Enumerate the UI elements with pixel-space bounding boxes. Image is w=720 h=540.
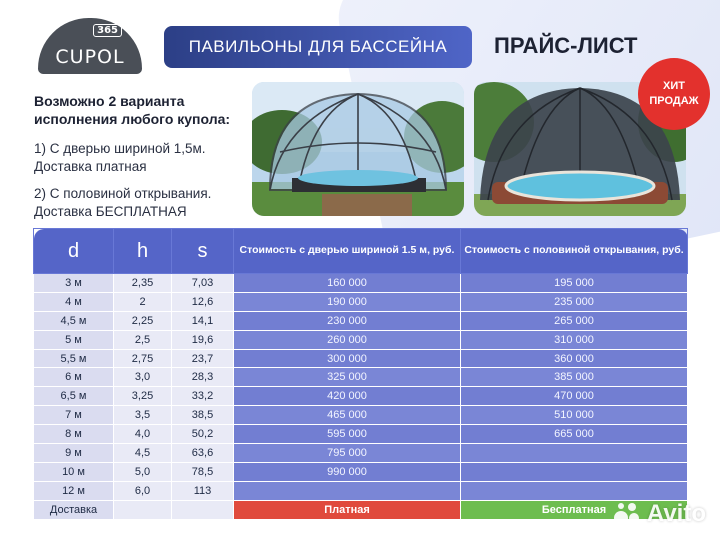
cell-height: 2,35 xyxy=(114,274,172,293)
cell-half-open-price xyxy=(461,481,688,500)
table-row xyxy=(34,292,688,311)
cell-half-open-price: 510 000 xyxy=(461,406,688,425)
badge-line-1: ХИТ xyxy=(663,80,685,93)
cell-diameter: 4 м xyxy=(34,292,114,311)
price-table xyxy=(33,228,687,520)
cell-diameter: 9 м xyxy=(34,444,114,463)
pavilion-photo-clear xyxy=(252,82,464,216)
cell-area: 33,2 xyxy=(172,387,234,406)
cell-area: 14,1 xyxy=(172,311,234,330)
cell-door-price: 160 000 xyxy=(234,274,461,293)
cell-half-open-price: 310 000 xyxy=(461,330,688,349)
cell-diameter: 7 м xyxy=(34,406,114,425)
description-heading: Возможно 2 варианта исполнения любого купола: xyxy=(34,93,231,128)
cell-height: 2,75 xyxy=(114,349,172,368)
cell-height: 4,5 xyxy=(114,444,172,463)
delivery-label: Доставка xyxy=(34,500,114,519)
table-row xyxy=(34,330,688,349)
cell-door-price: 990 000 xyxy=(234,462,461,481)
delivery-free-cell: Бесплатная xyxy=(461,500,688,519)
cell-half-open-price: 385 000 xyxy=(461,368,688,387)
cell-area: 7,03 xyxy=(172,274,234,293)
cell-area: 113 xyxy=(172,481,234,500)
delivery-row xyxy=(34,500,688,519)
cell-height: 2 xyxy=(114,292,172,311)
empty-cell xyxy=(114,500,172,519)
table-row xyxy=(34,481,688,500)
table-row xyxy=(34,368,688,387)
cell-door-price: 300 000 xyxy=(234,349,461,368)
cell-half-open-price: 265 000 xyxy=(461,311,688,330)
cell-height: 3,25 xyxy=(114,387,172,406)
cell-diameter: 5,5 м xyxy=(34,349,114,368)
cell-diameter: 5 м xyxy=(34,330,114,349)
cell-area: 23,7 xyxy=(172,349,234,368)
column-header-d: d xyxy=(34,229,114,274)
cell-area: 78,5 xyxy=(172,462,234,481)
table-header-row xyxy=(34,229,688,274)
table-row xyxy=(34,462,688,481)
table-row xyxy=(34,349,688,368)
cell-half-open-price: 195 000 xyxy=(461,274,688,293)
table-row xyxy=(34,311,688,330)
table-row xyxy=(34,387,688,406)
price-list-title: ПРАЙС-ЛИСТ xyxy=(494,33,638,58)
cell-half-open-price xyxy=(461,462,688,481)
table-row xyxy=(34,274,688,293)
bestseller-badge xyxy=(638,58,710,130)
cell-door-price xyxy=(234,481,461,500)
cell-height: 5,0 xyxy=(114,462,172,481)
cell-diameter: 4,5 м xyxy=(34,311,114,330)
cell-half-open-price: 470 000 xyxy=(461,387,688,406)
watermark-text: Avito xyxy=(646,500,706,527)
cell-area: 12,6 xyxy=(172,292,234,311)
column-header-h: h xyxy=(114,229,172,274)
cell-door-price: 420 000 xyxy=(234,387,461,406)
cell-half-open-price: 360 000 xyxy=(461,349,688,368)
cell-door-price: 465 000 xyxy=(234,406,461,425)
avito-watermark xyxy=(613,500,706,528)
cell-height: 6,0 xyxy=(114,481,172,500)
cell-area: 50,2 xyxy=(172,425,234,444)
column-header-half-open-price: Стоимость с половиной открывания, руб. xyxy=(461,229,688,274)
cell-area: 28,3 xyxy=(172,368,234,387)
cell-half-open-price: 235 000 xyxy=(461,292,688,311)
cell-area: 38,5 xyxy=(172,406,234,425)
cell-height: 2,5 xyxy=(114,330,172,349)
option-2-text: 2) С половиной открывания. Доставка БЕСПЛАТНАЯ xyxy=(34,186,212,220)
cell-door-price: 230 000 xyxy=(234,311,461,330)
cell-height: 3,0 xyxy=(114,368,172,387)
cell-diameter: 10 м xyxy=(34,462,114,481)
column-header-s: s xyxy=(172,229,234,274)
option-1-text: 1) С дверью шириной 1,5м. Доставка платная xyxy=(34,141,206,174)
table-row xyxy=(34,444,688,463)
cell-half-open-price xyxy=(461,444,688,463)
column-header-door-price: Стоимость с дверью шириной 1.5 м, руб. xyxy=(234,229,461,274)
cell-door-price: 260 000 xyxy=(234,330,461,349)
cell-door-price: 325 000 xyxy=(234,368,461,387)
cell-door-price: 190 000 xyxy=(234,292,461,311)
cell-height: 4,0 xyxy=(114,425,172,444)
cell-diameter: 6,5 м xyxy=(34,387,114,406)
cell-door-price: 595 000 xyxy=(234,425,461,444)
cell-half-open-price: 665 000 xyxy=(461,425,688,444)
cell-diameter: 3 м xyxy=(34,274,114,293)
cell-height: 2,25 xyxy=(114,311,172,330)
empty-cell xyxy=(172,500,234,519)
cell-door-price: 795 000 xyxy=(234,444,461,463)
cell-area: 19,6 xyxy=(172,330,234,349)
delivery-paid-cell: Платная xyxy=(234,500,461,519)
description-block xyxy=(34,92,244,231)
cell-area: 63,6 xyxy=(172,444,234,463)
cell-diameter: 12 м xyxy=(34,481,114,500)
avito-dots-icon xyxy=(613,501,643,527)
cell-diameter: 6 м xyxy=(34,368,114,387)
logo-number: 365 xyxy=(93,24,122,37)
cell-diameter: 8 м xyxy=(34,425,114,444)
title-banner: ПАВИЛЬОНЫ ДЛЯ БАССЕЙНА xyxy=(164,26,472,68)
badge-line-2: ПРОДАЖ xyxy=(649,95,699,107)
cupol-logo xyxy=(38,18,142,74)
table-row xyxy=(34,406,688,425)
cell-height: 3,5 xyxy=(114,406,172,425)
logo-word: CUPOL xyxy=(55,46,125,68)
table-row xyxy=(34,425,688,444)
